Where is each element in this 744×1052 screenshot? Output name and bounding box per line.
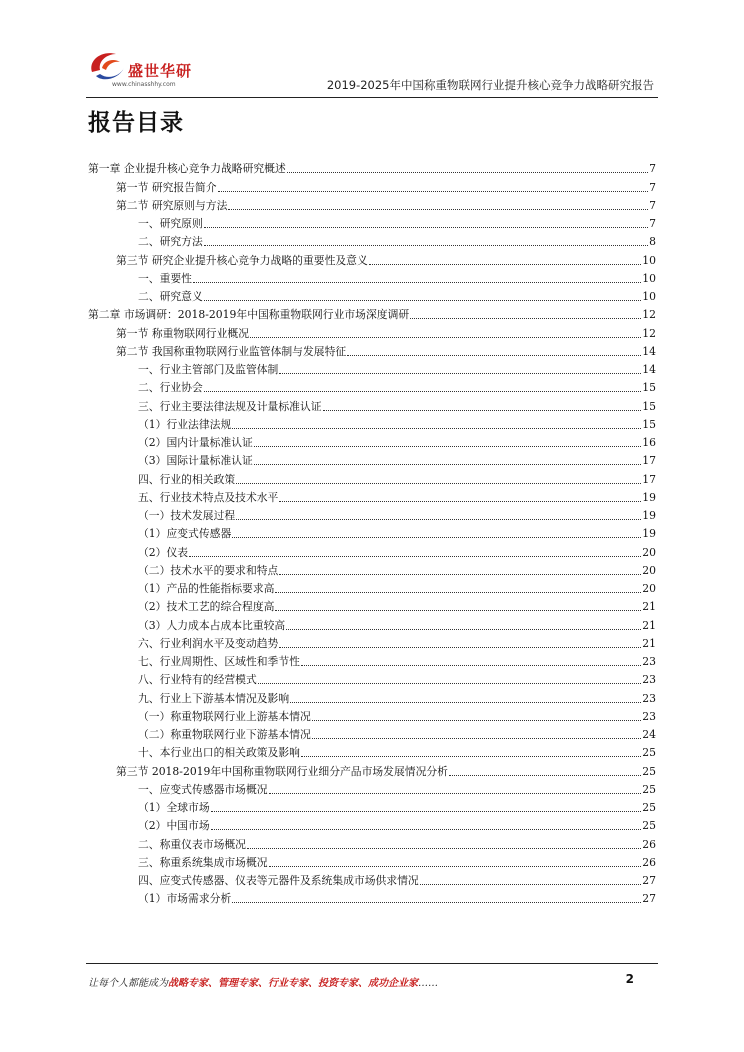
toc-leader-dots: [279, 574, 641, 575]
footer-slogan: [88, 974, 438, 989]
toc-entry[interactable]: [88, 633, 656, 651]
toc-entry[interactable]: [88, 706, 656, 724]
toc-leader-dots: [449, 775, 641, 776]
toc-leader-dots: [189, 556, 641, 557]
toc-entry-page: 27: [642, 874, 656, 887]
toc-entry[interactable]: [88, 669, 656, 687]
toc-entry-label: （1）行业法律法规: [138, 417, 232, 431]
page-number: 2: [625, 972, 634, 986]
footer-slogan-prefix: 让每个人都能成为: [88, 978, 168, 989]
toc-entry-label: 第一节 称重物联网行业概况: [116, 326, 249, 340]
toc-entry-page: 15: [642, 381, 656, 395]
toc-entry-label: 二、称重仪表市场概况: [138, 837, 246, 851]
toc-entry-page: 17: [642, 472, 656, 486]
toc-leader-dots: [279, 373, 641, 374]
toc-leader-dots: [312, 720, 642, 721]
toc-entry-page: 19: [642, 490, 656, 504]
toc-entry-page: 7: [649, 162, 656, 176]
toc-entry[interactable]: [88, 195, 656, 213]
toc-leader-dots: [301, 665, 641, 666]
toc-entry-label: 第三节 2018-2019年中国称重物联网行业细分产品市场发展情况分析: [116, 764, 448, 778]
toc-leader-dots: [193, 282, 641, 283]
toc-entry[interactable]: [88, 213, 656, 231]
toc-leader-dots: [204, 227, 648, 228]
toc-entry-label: 六、行业利润水平及变动趋势: [138, 636, 279, 650]
toc-entry[interactable]: [88, 541, 656, 559]
footer-divider: [86, 963, 658, 964]
toc-entry[interactable]: [88, 578, 656, 596]
toc-entry[interactable]: [88, 414, 656, 432]
toc-leader-dots: [204, 245, 648, 246]
toc-entry-label: （2）中国市场: [138, 819, 210, 833]
toc-entry-label: （一）技术发展过程: [138, 509, 236, 522]
toc-entry-page: 7: [649, 180, 656, 194]
toc-entry-page: 21: [642, 636, 656, 650]
toc-entry-label: 四、行业的相关政策: [138, 472, 236, 486]
toc-entry[interactable]: [88, 359, 656, 377]
toc-leader-dots: [254, 464, 641, 465]
toc-entry[interactable]: [88, 487, 656, 505]
toc-leader-dots: [228, 209, 648, 210]
toc-entry-page: 12: [642, 308, 656, 322]
toc-entry[interactable]: [88, 468, 656, 486]
toc-entry-page: 19: [642, 527, 656, 541]
toc-leader-dots: [301, 756, 641, 757]
toc-entry-page: 26: [642, 855, 656, 869]
toc-entry[interactable]: [88, 560, 656, 578]
logo-text: 盛世华研: [128, 62, 193, 80]
toc-entry-label: （1）全球市场: [138, 801, 210, 814]
toc-entry[interactable]: [88, 505, 656, 523]
toc-leader-dots: [232, 428, 641, 429]
toc-leader-dots: [269, 866, 642, 867]
footer-slogan-suffix: ……: [418, 978, 438, 989]
toc-entry-page: 25: [642, 782, 656, 796]
toc-leader-dots: [286, 629, 641, 630]
toc-leader-dots: [420, 884, 642, 885]
toc-leader-dots: [236, 519, 641, 520]
document-title: 2019-2025年中国称重物联网行业提升核心竞争力战略研究报告: [326, 78, 654, 92]
toc-entry[interactable]: [88, 268, 656, 286]
toc-entry[interactable]: [88, 286, 656, 304]
table-of-contents: [88, 158, 656, 906]
page-header: [86, 44, 658, 100]
toc-entry-label: 五、行业技术特点及技术水平: [138, 490, 279, 504]
toc-leader-dots: [410, 318, 641, 319]
logo-swirl-icon: [86, 46, 130, 86]
toc-leader-dots: [275, 592, 641, 593]
toc-entry[interactable]: [88, 231, 656, 249]
footer-slogan-highlight: 战略专家、管理专家、行业专家、投资专家、成功企业家: [168, 978, 418, 989]
toc-entry-label: （3）人力成本占成本比重较高: [138, 618, 286, 632]
company-logo: [86, 46, 196, 94]
toc-entry[interactable]: [88, 322, 656, 340]
toc-entry-page: 20: [642, 582, 656, 595]
header-divider: [86, 97, 658, 98]
toc-entry-label: 八、行业特有的经营模式: [138, 673, 257, 687]
toc-entry-label: 一、研究原则: [138, 217, 203, 230]
toc-entry[interactable]: [88, 651, 656, 669]
toc-entry[interactable]: [88, 158, 656, 176]
toc-entry-page: 25: [642, 819, 656, 833]
toc-entry[interactable]: [88, 614, 656, 632]
toc-entry-label: （2）仪表: [138, 545, 189, 559]
toc-entry-label: （1）应变式传感器: [138, 527, 232, 541]
toc-entry-label: 第一章 企业提升核心竞争力战略研究概述: [88, 162, 286, 176]
toc-entry-page: 19: [642, 509, 656, 522]
toc-leader-dots: [290, 702, 641, 703]
toc-entry-label: 第二节 我国称重物联网行业监管体制与发展特征: [116, 344, 347, 358]
toc-entry-page: 23: [642, 655, 656, 668]
toc-entry-page: 20: [642, 563, 656, 577]
toc-leader-dots: [369, 264, 641, 265]
toc-entry-label: 三、称重系统集成市场概况: [138, 855, 268, 869]
toc-leader-dots: [258, 683, 641, 684]
toc-entry-label: 第二节 研究原则与方法: [116, 198, 228, 212]
toc-entry-label: （二）称重物联网行业下游基本情况: [138, 728, 311, 741]
toc-entry-page: 10: [642, 271, 656, 285]
toc-entry[interactable]: [88, 377, 656, 395]
toc-entry[interactable]: [88, 176, 656, 194]
toc-entry-label: 一、重要性: [138, 271, 192, 285]
toc-entry-page: 7: [649, 198, 656, 212]
toc-entry-page: 20: [642, 545, 656, 559]
toc-entry[interactable]: [88, 523, 656, 541]
toc-entry-label: 第二章 市场调研：2018-2019年中国称重物联网行业市场深度调研: [88, 308, 410, 322]
toc-entry-label: （一）称重物联网行业上游基本情况: [138, 709, 311, 723]
toc-entry[interactable]: [88, 341, 656, 359]
toc-leader-dots: [279, 501, 641, 502]
toc-entry[interactable]: [88, 779, 656, 797]
logo-url: www.chinasshhy.com: [112, 81, 176, 88]
toc-leader-dots: [211, 829, 642, 830]
toc-entry-label: （2）技术工艺的综合程度高: [138, 600, 275, 614]
toc-leader-dots: [204, 391, 641, 392]
toc-entry-page: 26: [642, 837, 656, 851]
toc-entry[interactable]: [88, 450, 656, 468]
toc-entry-label: 一、应变式传感器市场概况: [138, 782, 268, 796]
toc-leader-dots: [211, 811, 642, 812]
toc-entry-page: 27: [642, 892, 656, 906]
toc-leader-dots: [347, 355, 641, 356]
page-heading: 报告目录: [88, 110, 184, 136]
toc-entry-label: 三、行业主要法律法规及计量标准认证: [138, 399, 322, 413]
toc-entry-page: 17: [642, 454, 656, 468]
toc-entry-label: 二、研究方法: [138, 235, 203, 249]
toc-entry-page: 15: [642, 417, 656, 431]
toc-entry-label: （1）产品的性能指标要求高: [138, 582, 275, 595]
toc-entry-label: （1）市场需求分析: [138, 892, 232, 906]
toc-entry-label: （二）技术水平的要求和特点: [138, 563, 279, 577]
toc-entry-page: 14: [642, 344, 656, 358]
toc-entry[interactable]: [88, 395, 656, 413]
toc-leader-dots: [247, 848, 641, 849]
toc-entry-label: 一、行业主管部门及监管体制: [138, 363, 279, 376]
toc-leader-dots: [275, 610, 641, 611]
toc-leader-dots: [232, 902, 641, 903]
toc-entry[interactable]: [88, 833, 656, 851]
toc-entry-page: 8: [649, 235, 656, 249]
toc-entry-label: 十、本行业出口的相关政策及影响: [138, 746, 300, 760]
toc-leader-dots: [279, 647, 641, 648]
toc-entry-page: 25: [642, 764, 656, 778]
toc-leader-dots: [269, 793, 642, 794]
toc-leader-dots: [236, 483, 641, 484]
toc-entry-page: 23: [642, 691, 656, 705]
toc-entry-page: 7: [649, 217, 656, 230]
toc-entry[interactable]: [88, 249, 656, 267]
toc-entry-label: （3）国际计量标准认证: [138, 454, 253, 468]
toc-leader-dots: [204, 300, 641, 301]
toc-entry[interactable]: [88, 724, 656, 742]
toc-entry-page: 15: [642, 399, 656, 413]
toc-leader-dots: [323, 410, 642, 411]
toc-entry[interactable]: [88, 432, 656, 450]
toc-entry-page: 25: [642, 801, 656, 814]
toc-entry[interactable]: [88, 760, 656, 778]
toc-entry-label: （2）国内计量标准认证: [138, 436, 253, 449]
toc-entry-page: 10: [642, 290, 656, 303]
toc-entry[interactable]: [88, 852, 656, 870]
toc-entry-label: 四、应变式传感器、仪表等元器件及系统集成市场供求情况: [138, 874, 419, 887]
toc-leader-dots: [254, 446, 641, 447]
toc-entry-page: 21: [642, 600, 656, 614]
toc-entry[interactable]: [88, 870, 656, 888]
toc-entry-page: 12: [642, 326, 656, 340]
toc-entry-label: 二、行业协会: [138, 381, 203, 395]
toc-entry-page: 14: [642, 363, 656, 376]
toc-leader-dots: [232, 537, 641, 538]
toc-leader-dots: [312, 738, 642, 739]
toc-entry-page: 10: [642, 253, 656, 267]
toc-leader-dots: [287, 172, 648, 173]
toc-entry-label: 第三节 研究企业提升核心竞争力战略的重要性及意义: [116, 253, 368, 267]
toc-entry-page: 25: [642, 746, 656, 760]
toc-entry[interactable]: [88, 687, 656, 705]
toc-entry-page: 16: [642, 436, 656, 449]
toc-entry[interactable]: [88, 797, 656, 815]
toc-entry-label: 二、研究意义: [138, 290, 203, 303]
toc-entry-page: 23: [642, 709, 656, 723]
toc-entry[interactable]: [88, 742, 656, 760]
toc-entry-label: 第一节 研究报告简介: [116, 180, 217, 194]
toc-entry[interactable]: [88, 888, 656, 906]
toc-entry-page: 24: [642, 728, 656, 741]
toc-entry[interactable]: [88, 596, 656, 614]
toc-entry[interactable]: [88, 815, 656, 833]
toc-leader-dots: [250, 337, 641, 338]
toc-entry-page: 23: [642, 673, 656, 687]
toc-entry-label: 九、行业上下游基本情况及影响: [138, 691, 290, 705]
toc-leader-dots: [218, 191, 649, 192]
toc-entry-page: 21: [642, 618, 656, 632]
toc-entry[interactable]: [88, 304, 656, 322]
toc-entry-label: 七、行业周期性、区域性和季节性: [138, 655, 300, 668]
